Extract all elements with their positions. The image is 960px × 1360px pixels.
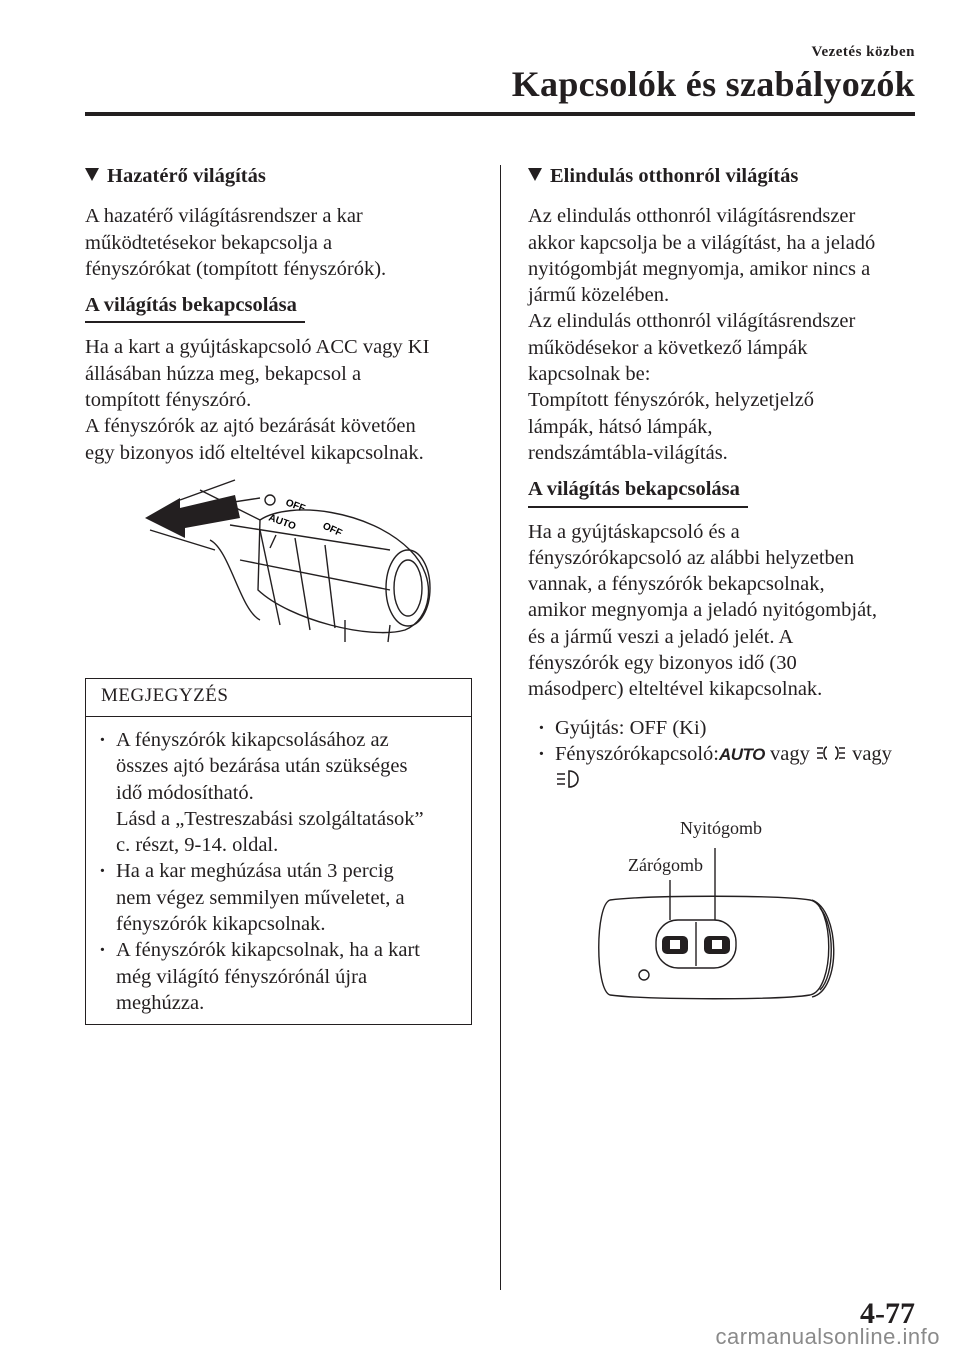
- label-open-button: Nyitógomb: [680, 818, 763, 838]
- condition-list: [528, 715, 928, 795]
- label-lock-button: Zárógomb: [628, 855, 703, 875]
- triangle-marker-icon: [85, 168, 99, 181]
- lever-label-off-1: OFF: [283, 497, 307, 515]
- section-header: Vezetés közben: [811, 44, 915, 60]
- left-intro: A hazatérő világításrendszer a kar működtetésekor bekapcsolja a fényszórókat (tompított fényszórók).: [85, 205, 387, 280]
- auto-symbol: AUTO: [718, 744, 765, 764]
- right-column: [528, 163, 928, 795]
- left-subheading: A világítás bekapcsolása: [85, 292, 305, 323]
- note-item: · A fényszórók kikapcsolnak, ha a kart még világító fényszórónál újra meghúzza.: [99, 937, 471, 1016]
- unlock-button-icon: [704, 936, 730, 954]
- note-item: · A fényszórók kikapcsolásához az összes ajtó bezárása után szükséges idő módosítható. Lásd a „Testreszabási szolgáltatások” c. részt, 9-14. oldal.: [99, 727, 471, 858]
- note-title: MEGJEGYZÉS: [86, 679, 471, 717]
- right-heading: Elindulás otthonról világítás: [528, 163, 928, 189]
- condition-ignition: · Gyújtás: OFF (Ki): [538, 715, 928, 741]
- lock-button-icon: [662, 936, 688, 954]
- left-heading: Hazatérő világítás: [85, 163, 475, 189]
- column-divider: [500, 165, 501, 1290]
- condition-switch: · Fényszórókapcsoló:AUTO vagy vagy: [538, 741, 928, 795]
- parking-lights-icon: [815, 743, 847, 763]
- page-number: 4-77: [860, 1297, 915, 1330]
- note-item: · Ha a kar meghúzása után 3 percig nem végez semmilyen műveletet, a fényszórók kikapcsolnak.: [99, 858, 471, 937]
- page-title: Kapcsolók és szabályozók: [511, 64, 915, 104]
- watermark: carmanualsonline.info: [715, 1324, 940, 1349]
- lever-label-off-2: OFF: [320, 520, 344, 540]
- header-rule: [85, 112, 915, 116]
- lever-label-auto: AUTO: [266, 512, 298, 533]
- pull-arrow-icon: [145, 495, 240, 538]
- triangle-marker-icon: [528, 168, 542, 181]
- right-subheading: A világítás bekapcsolása: [528, 476, 748, 507]
- right-body: Ha a gyújtáskapcsoló és a fényszórókapcsoló az alábbi helyzetben vannak, a fényszórók bekapcsolnak, amikor megnyomja a jeladó nyitógombját, és a jármű veszi a jeladó jelét. A fényszórók egy bizonyos idő (30 másodperc) elteltével kikapcsolnak.: [528, 520, 877, 701]
- right-intro: Az elindulás otthonról világításrendszer akkor kapcsolja be a világítást, ha a jeladó nyitógombját megnyomja, amikor nincs a jármű közelében. Az elindulás otthonról világításrendszer működésekor a következő lámpák kapcsolnak be: Tompított fényszórók, helyzetjelző lámpák, hátsó lámpák, rendszámtábla-világítás.: [528, 205, 876, 464]
- low-beam-icon: [555, 768, 585, 790]
- note-box: [85, 678, 472, 1025]
- note-list: [86, 727, 471, 1016]
- left-body: Ha a kart a gyújtáskapcsoló ACC vagy KI állásában húzza meg, bekapcsol a tompított fényszóró. A fényszórók az ajtó bezárását követően egy bizonyos idő elteltével kikapcsolnak.: [85, 336, 430, 464]
- headlight-lever-illustration: [140, 470, 450, 645]
- left-column: [85, 163, 475, 466]
- key-fob-illustration: [590, 840, 850, 1020]
